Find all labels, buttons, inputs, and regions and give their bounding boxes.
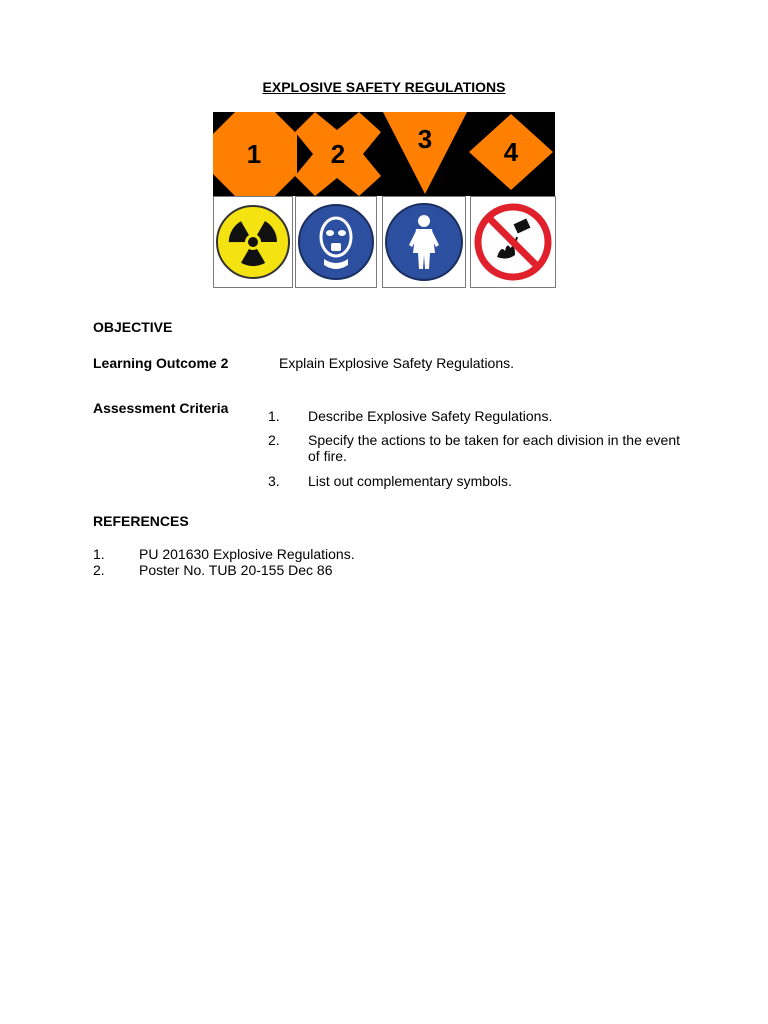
breathing-apparatus-symbol bbox=[295, 196, 377, 288]
page-title: EXPLOSIVE SAFETY REGULATIONS bbox=[262, 79, 506, 95]
division-2-sign bbox=[295, 112, 381, 196]
reference-item: PU 201630 Explosive Regulations. bbox=[139, 546, 355, 562]
division-1-sign bbox=[213, 112, 297, 196]
criteria-line: Specify the actions to be taken for each division in the event bbox=[308, 432, 681, 448]
reference-number: 1. bbox=[93, 546, 105, 562]
no-water-icon bbox=[471, 197, 555, 287]
criteria-number: 3. bbox=[268, 473, 280, 489]
criteria-item bbox=[308, 432, 698, 464]
division-3-sign bbox=[383, 112, 467, 194]
criteria-line: Describe Explosive Safety Regulations. bbox=[308, 408, 553, 424]
learning-outcome-label: Learning Outcome 2 bbox=[93, 355, 229, 371]
assessment-criteria-label: Assessment Criteria bbox=[93, 400, 229, 416]
criteria-number: 1. bbox=[268, 408, 280, 424]
reference-item: Poster No. TUB 20-155 Dec 86 bbox=[139, 562, 333, 578]
criteria-number: 2. bbox=[268, 432, 280, 448]
division-2-number: 2 bbox=[330, 139, 346, 169]
criteria-line: of fire. bbox=[308, 448, 347, 464]
radiation-symbol bbox=[213, 196, 293, 288]
learning-outcome-text: Explain Explosive Safety Regulations. bbox=[279, 355, 515, 371]
breathing-apparatus-icon bbox=[296, 197, 376, 287]
reference-number: 2. bbox=[93, 562, 105, 578]
protective-suit-symbol bbox=[382, 196, 466, 288]
no-water-symbol bbox=[470, 196, 556, 288]
hazard-division-banner bbox=[213, 112, 555, 196]
criteria-item bbox=[308, 473, 698, 489]
division-1-number: 1 bbox=[246, 139, 262, 169]
complementary-symbols bbox=[213, 196, 555, 288]
division-3-number: 3 bbox=[417, 124, 433, 154]
division-4-number: 4 bbox=[503, 137, 519, 167]
protective-suit-icon bbox=[383, 197, 465, 287]
criteria-line: List out complementary symbols. bbox=[308, 473, 512, 489]
radiation-icon bbox=[214, 197, 292, 287]
references-heading: REFERENCES bbox=[93, 513, 189, 529]
objective-heading: OBJECTIVE bbox=[93, 319, 173, 335]
criteria-item bbox=[308, 408, 698, 424]
division-4-sign bbox=[469, 114, 553, 190]
